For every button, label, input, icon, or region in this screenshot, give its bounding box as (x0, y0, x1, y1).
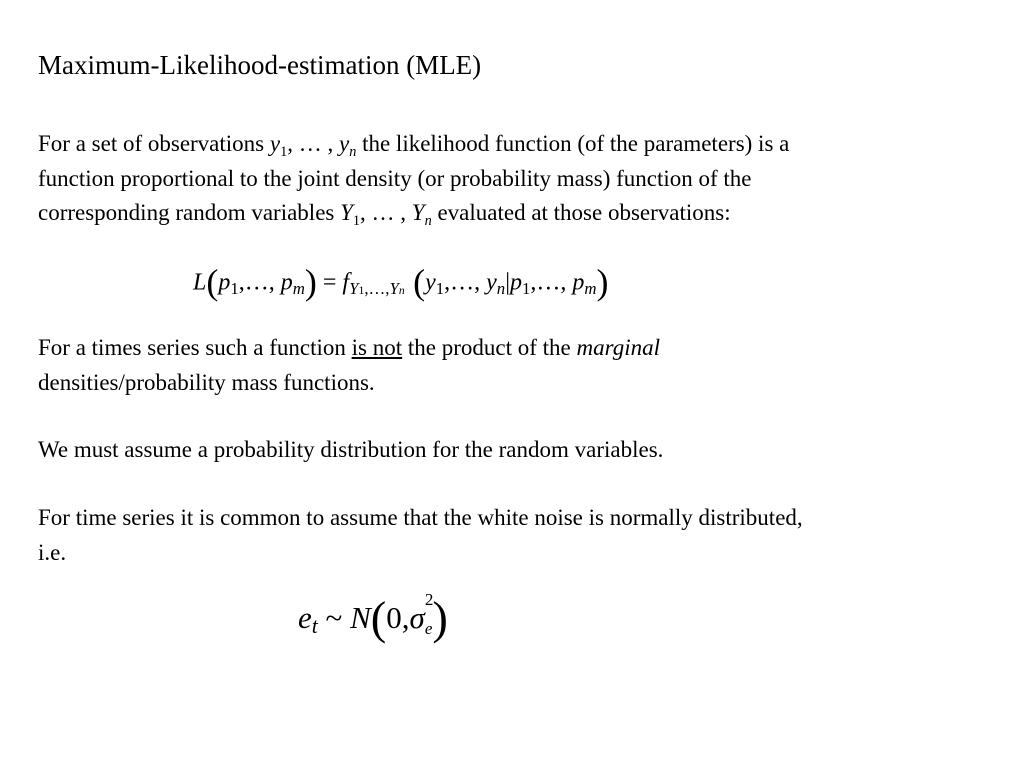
text-segment: the product of the (402, 335, 577, 360)
subscript: n (424, 212, 432, 229)
density-subscript (349, 279, 405, 298)
left-paren: ( (413, 262, 426, 302)
normal-distribution-equation (298, 590, 448, 649)
underlined-text: is not (351, 335, 403, 360)
subscript-dots: ,…, (364, 278, 390, 298)
slide-title: Maximum-Likelihood-estimation (MLE) (38, 50, 482, 80)
text-segment: For a times series such a function (38, 335, 352, 360)
text-segment: the likelihood function (of the parameters) is a (356, 131, 790, 156)
ellipsis: ,…, (444, 269, 487, 296)
variable-y: y (269, 131, 281, 156)
subscript: t (311, 614, 318, 639)
symbol-L: L (193, 269, 207, 296)
variable-y: y (338, 131, 350, 156)
subscript: m (584, 278, 597, 298)
ellipsis-separator: , … , (287, 131, 339, 156)
paragraph-line: For time series it is common to assume that the white noise is normally distributed, (38, 505, 803, 530)
paragraph-line: i.e. (38, 539, 67, 565)
symbol-y: y (486, 269, 497, 296)
right-paren: ) (432, 593, 448, 645)
superscript: 2 (424, 590, 434, 610)
variable-Y: Y (411, 200, 425, 225)
symbol-f: f (342, 269, 350, 296)
paragraph-line (38, 127, 998, 162)
text-segment: corresponding random variables (38, 200, 341, 225)
left-paren: ( (370, 593, 387, 645)
subscript: 1 (522, 278, 531, 298)
paragraph-line: densities/probability mass functions. (38, 369, 375, 395)
likelihood-equation (193, 262, 609, 307)
symbol-N: N (350, 600, 371, 635)
paragraph-line (38, 331, 998, 366)
text-segment: evaluated at those observations: (431, 200, 731, 225)
italic-text: marginal (576, 335, 660, 360)
subscript: e (424, 618, 433, 638)
subscript: m (292, 278, 305, 298)
subscript: 1 (230, 278, 239, 298)
paragraph-time-series (38, 331, 998, 400)
paragraph-line: We must assume a probability distribution for the random variables. (38, 437, 664, 462)
subscript: n (496, 278, 506, 298)
symbol-y: y (425, 269, 436, 296)
sigma-scripts (424, 590, 434, 638)
symbol-p: p (572, 269, 585, 296)
ellipsis: ,…, (238, 269, 281, 296)
subscript-Y: Y (349, 278, 359, 298)
paragraph-likelihood-definition (38, 127, 998, 231)
tilde: ~ (317, 600, 351, 635)
equals-sign: = (316, 269, 343, 296)
symbol-e: e (298, 600, 312, 635)
subscript-index: 1 (358, 283, 365, 297)
text-segment: For a set of observations (38, 131, 270, 156)
right-paren: ) (304, 262, 317, 302)
subscript: n (349, 143, 357, 160)
paragraph-assumption (38, 433, 998, 468)
ellipsis: ,…, (530, 269, 573, 296)
symbol-p: p (280, 269, 293, 296)
symbol-p: p (510, 269, 522, 296)
mean-zero: 0, (386, 600, 410, 635)
subscript-Y: Y (389, 278, 399, 298)
right-paren: ) (596, 262, 609, 302)
symbol-sigma: σ (409, 600, 425, 635)
variable-Y: Y (340, 200, 353, 225)
paragraph-line: function proportional to the joint density (or probability mass) function of the (38, 165, 752, 191)
left-paren: ( (206, 262, 219, 302)
paragraph-white-noise (38, 501, 998, 570)
paragraph-line (38, 196, 998, 231)
subscript: 1 (280, 143, 288, 160)
ellipsis-separator: , … , (360, 200, 412, 225)
symbol-p: p (218, 269, 231, 296)
conditional-bar: | (505, 269, 510, 296)
subscript-index: n (398, 283, 405, 297)
subscript: 1 (352, 212, 361, 229)
subscript: 1 (435, 278, 445, 298)
